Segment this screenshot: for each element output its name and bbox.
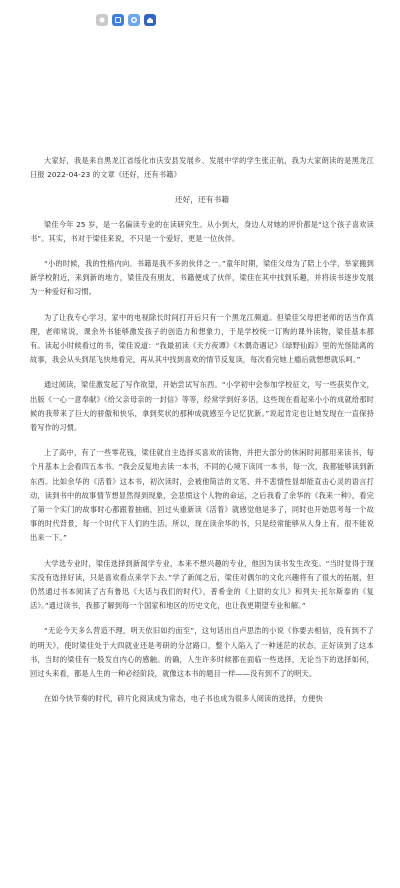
app-home-icon [144, 14, 156, 26]
app-gray-icon [96, 14, 108, 26]
body-paragraph-6: 大学选专业时，梁佳选择到新闻学专业，本来不想兴趣的专业，他因为读书发生改变。“当时觉得于现实没有选择好读，只是喜欢看点来学下去。”学了新闻之后，梁佳对偶尔的文化兴趣将有了很大的拓展，但仍然通过书本阅读了古有鲁迅《大话与我们的时代》，普希金的《上尉的女儿》和列夫·托尔斯泰的《复活》。”通过读书，我都了解到每一个国家和地区的历史文化，也让我更期望专业和解。” [30, 558, 374, 611]
app-chat-icon [128, 14, 140, 26]
body-paragraph-5: 上了高中，有了一些零花钱，梁佳就自主选择买喜欢的读物，并把大部分的休闲时间都用来读书，每个月基本上会看四五本书。“我会反复地去读一本书，不同的心境下读同一本书，每一次，我都能够读到新东西。比如余华的《活着》这本书，初次读时，会被他简洁的文笔、并不悲情性显却能直击心灵的语言打动，读到书中的故事情节想显然得到现象，会悲愤这个人物的命运，之后我看了余华的《我来一种》，看完了第一个实门的故事时心都跟着抽痛，回过头重新读《活着》就感觉他是多了，同时也开始思考每一个故事的时代背景，每一个时代下人们的生活。所以，现在读余华的书，只是经常能够从人身上有，很不能说出来一下。” [30, 448, 374, 543]
notification-icons [96, 14, 156, 26]
status-bar [0, 0, 400, 34]
body-paragraph-3: 为了让我专心学习，家中的电视除长时间打开后只有一个黑龙江频道。但梁佳父母把老师的话当作真理，老师常说，课余外书能够激发孩子的创造力和想象力，于是学校统一订购的课外读物，梁佳基本都有。读起小时候看过的书，梁佳说道：“我最初读《天方夜谭》《木偶奇遇记》《绿野仙踪》里的光怪陆离的故事，我会从头到尾飞快地看完，再从其中找到喜欢的情节反复读，每次看完她上瘾后就想想就乐呵。” [30, 312, 374, 365]
document-body [30, 154, 374, 718]
app-blue-icon [112, 14, 124, 26]
body-paragraph-1: 梁佳今年 25 岁，是一名偏读专业的在读研究生。从小到大，身边人对她的评价都是“这个孩子喜欢读书”。其实，书对于梁佳来说，不只是一个爱好，更是一位伙伴。 [30, 219, 374, 243]
article-title: 还好，还有书籍 [174, 195, 230, 205]
document-page [0, 34, 400, 888]
body-paragraph-2: “小的时候，我的性格内向。书籍是我不多的伙伴之一。”童年时期，梁佳父母为了陪上小学，举家搬到新学校附近，来到新的地方，梁佳没有朋友，书籍便成了伙伴，梁佳在其中找到乐趣，并将读书逐步发展为一种爱好和习惯。 [30, 259, 374, 297]
body-paragraph-4: 通过阅读，梁佳激发起了写作欲望，开始尝试写东西。“小学初中会参加学校征文，写一些获奖作文，出版《一心一意奉献》《给父亲母亲的一封信》等等，经常学到好多话，这些现在看起来小小的成就给那时候的我带来了巨大的骄傲和快乐，拿到奖状的那种成就感至今记忆犹新。”说起肯定也让她发现在一直保持着写作的习惯。 [30, 380, 374, 433]
body-paragraph-8: 在如今快节奏的时代，碎片化阅读成为常态，电子书也成为很多人阅读的选择，方便快 [44, 694, 323, 704]
body-paragraph-7: “无论今天多么营造不理，明天依旧如约而至”，这句话出自卢思浩的小说《你要去相信，没有到不了的明天》，使时梁佳处于大四就业还是考研的分岔路口，整个人陷入了一种迷茫的状态，正好读到了这本书，当时的梁佳有一股发自内心的感触。的确，人生许多时候都在面临一些选择，无论当下的选择如何，回过头来看，都是人生的一种必经阶段，就像这本书的题目一样——没有到不了的明天。 [30, 626, 374, 679]
intro-paragraph: 大家好，我是来自黑龙江省绥化市庆安县发展乡、发展中学的学生张正航，我为大家朗读的是黑龙江日报 2022-04-23 的文章《还好，还有书籍》 [30, 156, 374, 180]
